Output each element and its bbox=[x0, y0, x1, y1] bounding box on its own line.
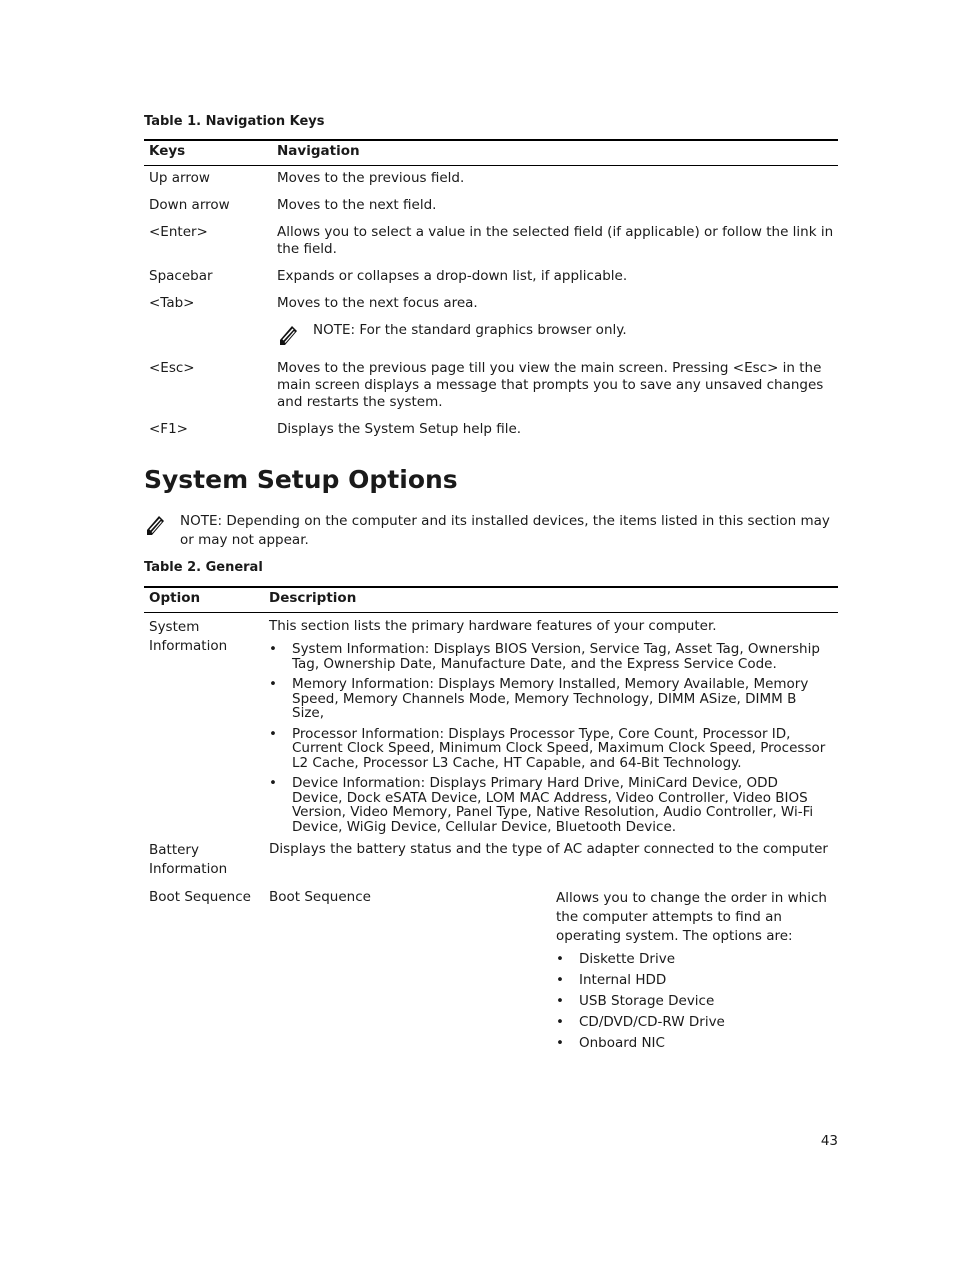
sub-option-cell: Boot Sequence bbox=[269, 889, 371, 905]
key-cell: Up arrow bbox=[149, 170, 210, 186]
key-cell: <F1> bbox=[149, 421, 188, 437]
table2-header-description: Description bbox=[269, 590, 357, 606]
option-cell: Boot Sequence bbox=[149, 889, 251, 905]
key-cell: <Tab> bbox=[149, 295, 195, 311]
description-cell: Displays the battery status and the type of AC adapter connected to the computer bbox=[269, 841, 828, 857]
table2-header-rule bbox=[144, 612, 838, 613]
note-pencil-icon bbox=[277, 324, 299, 346]
note-label: NOTE: bbox=[180, 513, 223, 529]
system-info-bullets bbox=[269, 642, 829, 834]
note-label: NOTE: bbox=[313, 322, 356, 338]
section-note bbox=[180, 512, 836, 550]
note-cell bbox=[313, 322, 627, 339]
list-item: • Onboard NIC bbox=[556, 1035, 831, 1052]
table2-top-rule bbox=[144, 586, 838, 588]
table1-header-keys: Keys bbox=[149, 143, 186, 159]
key-cell: <Enter> bbox=[149, 224, 208, 240]
list-item: • Memory Information: Displays Memory Installed, Memory Available, Memory Speed, Memory Channels Mode, Memory Technology, DIMM ASize, DIMM B Size, bbox=[269, 677, 829, 721]
note-pencil-icon bbox=[144, 514, 166, 536]
list-item: • Device Information: Displays Primary Hard Drive, MiniCard Device, ODD Device, Dock eSATA Device, LOM MAC Address, Video Controller, Video BIOS Version, Video Memory, Panel Type, Native Resolution, Audio Controller, Wi-Fi Device, WiGig Device, Cellular Device, Bluetooth Device. bbox=[269, 776, 829, 834]
boot-options-list bbox=[556, 951, 831, 1056]
list-item: • System Information: Displays BIOS Version, Service Tag, Asset Tag, Ownership Tag, Ownership Date, Manufacture Date, and the Express Service Code. bbox=[269, 642, 829, 671]
table1-top-rule bbox=[144, 139, 838, 141]
key-cell: Down arrow bbox=[149, 197, 230, 213]
list-item: • USB Storage Device bbox=[556, 993, 831, 1010]
key-cell: Spacebar bbox=[149, 268, 213, 284]
table1-header-rule bbox=[144, 165, 838, 166]
page-number: 43 bbox=[820, 1133, 838, 1149]
navigation-cell: Moves to the next field. bbox=[277, 197, 437, 213]
note-text: Depending on the computer and its installed devices, the items listed in this section may or may not appear. bbox=[180, 513, 830, 548]
description-cell: Allows you to change the order in which the computer attempts to find an operating system. The options are: bbox=[556, 890, 827, 944]
navigation-cell: Displays the System Setup help file. bbox=[277, 421, 522, 437]
table2-header-option: Option bbox=[149, 590, 201, 606]
navigation-cell: Expands or collapses a drop-down list, if applicable. bbox=[277, 268, 628, 284]
description-intro: This section lists the primary hardware features of your computer. bbox=[269, 618, 717, 634]
navigation-cell: Moves to the previous field. bbox=[277, 170, 465, 186]
key-cell: <Esc> bbox=[149, 360, 195, 376]
option-cell: Battery Information bbox=[149, 842, 228, 877]
navigation-cell: Moves to the previous page till you view the main screen. Pressing <Esc> in the main screen displays a message that prompts you to save any unsaved changes and restarts the system. bbox=[277, 360, 824, 410]
table2-caption: Table 2. General bbox=[144, 560, 263, 575]
list-item: • Processor Information: Displays Processor Type, Core Count, Processor ID, Current Clock Speed, Minimum Clock Speed, Maximum Clock Speed, Processor L2 Cache, Processor L3 Cache, HT Capable, and 64-Bit Technology. bbox=[269, 727, 829, 771]
list-item: • CD/DVD/CD-RW Drive bbox=[556, 1014, 831, 1031]
navigation-cell: Allows you to select a value in the selected field (if applicable) or follow the link in the field. bbox=[277, 224, 834, 257]
list-item: • Diskette Drive bbox=[556, 951, 831, 968]
list-item: • Internal HDD bbox=[556, 972, 831, 989]
option-cell: System Information bbox=[149, 619, 228, 654]
table1-caption: Table 1. Navigation Keys bbox=[144, 114, 325, 129]
table1-header-navigation: Navigation bbox=[277, 143, 360, 159]
note-text: For the standard graphics browser only. bbox=[359, 322, 627, 338]
section-title: System Setup Options bbox=[144, 465, 458, 494]
navigation-cell: Moves to the next focus area. bbox=[277, 295, 478, 311]
